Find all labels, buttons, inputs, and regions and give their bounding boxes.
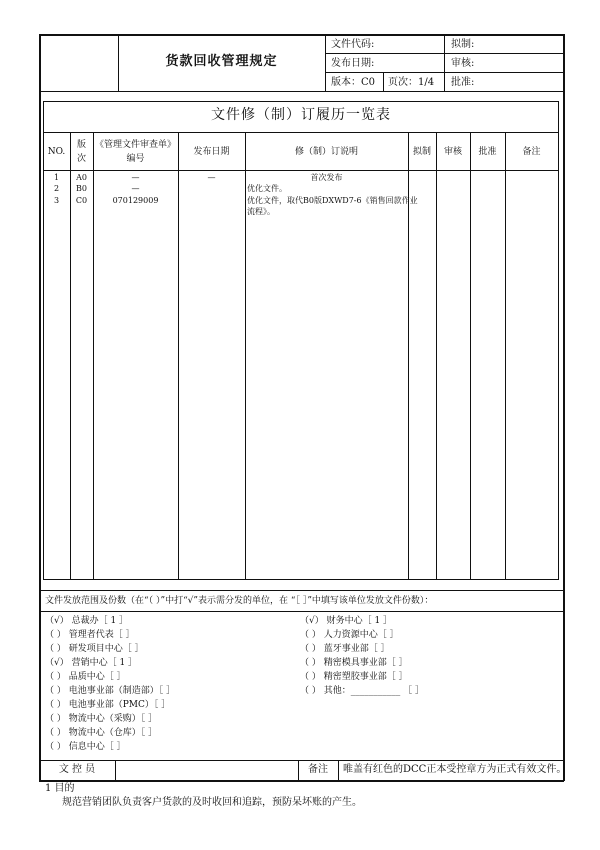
header-version-2: 次	[76, 154, 86, 164]
row-issue-date: —	[207, 173, 216, 182]
row-version: C0	[75, 196, 88, 205]
distribution-item: （√） 财务中心［ 1 ］	[300, 616, 393, 626]
row-version: B0	[76, 184, 87, 193]
doc-code-label: 文件代码:	[331, 39, 375, 50]
row-description: 优化文件，取代B0版DXWD7-6《销售回款作业	[247, 196, 418, 205]
header-description: 修（制）订说明	[294, 147, 358, 157]
row-review-number: —	[131, 184, 140, 193]
revision-table-title: 文件修（制）订履历一览表	[211, 107, 391, 123]
row-review-number: 070129009	[112, 196, 159, 205]
distribution-item: （ ） 研发项目中心［ ］	[45, 644, 144, 654]
issue-date-label: 发布日期:	[331, 58, 375, 69]
page-label: 页次：1/4	[388, 77, 435, 88]
distribution-item: （ ） 蓝牙事业部［ ］	[300, 644, 390, 654]
row-no: 2	[53, 184, 60, 193]
document-title: 货款回收管理规定	[165, 54, 278, 69]
header-review-form-2: 编号	[126, 154, 145, 164]
distribution-item: （ ） 其他：___________ ［ ］	[300, 686, 424, 696]
section-heading-purpose: 1 目的	[45, 783, 75, 794]
distribution-item: （ ） 精密塑胶事业部［ ］	[300, 672, 408, 682]
document-controller-label: 文 控 员	[58, 764, 96, 775]
header-no: NO.	[47, 147, 66, 157]
footer-remark-label: 备注	[308, 764, 328, 775]
version-label: 版本：C0	[331, 77, 376, 88]
distribution-item: （ ） 精密模具事业部［ ］	[300, 658, 408, 668]
distribution-intro: 文件发放范围及份数（在“（ ）”中打“√”表示需分发的单位，在 “［ ］”中填写该单位发放文件份数）：	[45, 596, 434, 606]
header-draft: 拟制	[412, 147, 431, 157]
header-review: 审核	[443, 147, 462, 157]
row-review-number: —	[131, 173, 140, 182]
row-no: 3	[53, 196, 60, 205]
distribution-item: （ ） 物流中心（仓库）［ ］	[45, 728, 158, 738]
footer-remark-text: 唯盖有红色的DCC正本受控章方为正式有效文件。	[343, 764, 567, 775]
drafter-label: 拟制:	[451, 39, 475, 50]
distribution-item: （√） 营销中心［ 1 ］	[45, 658, 138, 668]
row-description: 首次发布	[310, 173, 343, 182]
header-approve: 批准	[478, 147, 497, 157]
distribution-item: （ ） 信息中心［ ］	[45, 742, 126, 752]
distribution-item: （ ） 物流中心（采购）［ ］	[45, 714, 158, 724]
header-review-form-1: 《管理文件审查单》	[94, 140, 176, 150]
purpose-text: 规范营销团队负责客户货款的及时收回和追踪，预防呆坏账的产生。	[62, 797, 362, 808]
header-issue-date: 发布日期	[193, 147, 230, 157]
row-version: A0	[76, 173, 87, 182]
header-remark: 备注	[522, 147, 541, 157]
distribution-item: （ ） 电池事业部（制造部）［ ］	[45, 686, 176, 696]
distribution-item: （ ） 电池事业部（PMC）［ ］	[45, 700, 171, 710]
row-no: 1	[53, 173, 60, 182]
distribution-item: （ ） 管理者代表［ ］	[45, 630, 135, 640]
distribution-item: （ ） 品质中心［ ］	[45, 672, 126, 682]
reviewer-label: 审核:	[451, 58, 475, 69]
row-description: 优化文件。	[247, 184, 287, 193]
distribution-item: （√） 总裁办［ 1 ］	[45, 616, 129, 626]
distribution-item: （ ） 人力资源中心［ ］	[300, 630, 399, 640]
approver-label: 批准:	[451, 77, 475, 88]
row-description-continuation: 流程》。	[247, 207, 275, 216]
header-version-1: 版	[76, 140, 86, 150]
